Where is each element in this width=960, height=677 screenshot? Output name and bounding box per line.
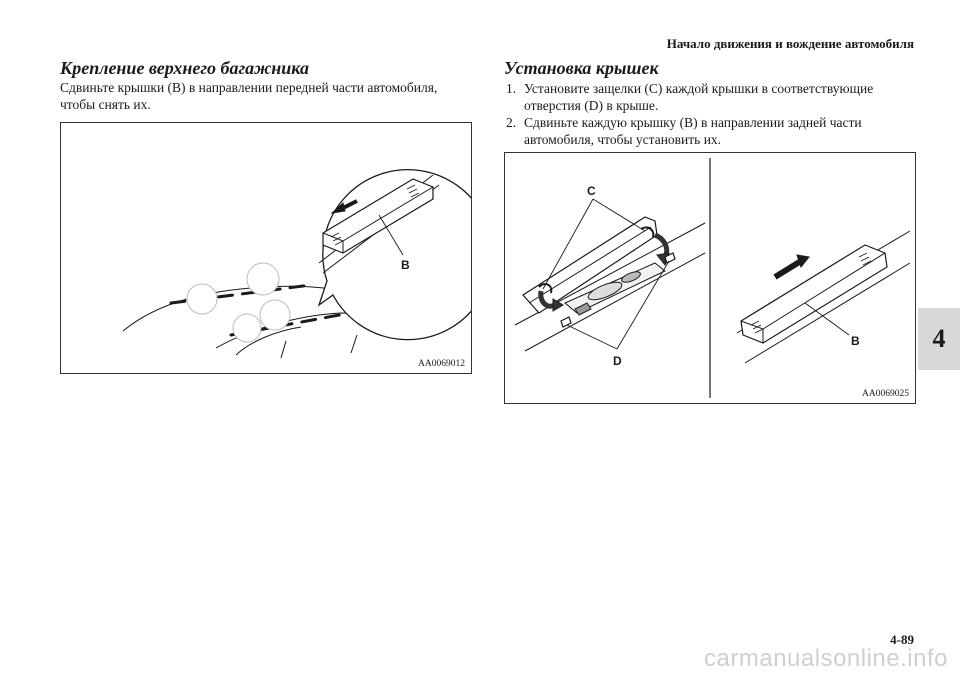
list-item <box>504 114 924 148</box>
step-text: Установите защелки (C) каждой крышки в соответствующие <box>524 81 874 96</box>
step-text: автомобиля, чтобы установить их. <box>524 132 722 147</box>
figure-code: AA0069025 <box>862 389 909 399</box>
figure-code: AA0069012 <box>418 359 465 369</box>
illustration-install-covers <box>505 153 915 403</box>
step-number: 2. <box>506 115 517 130</box>
install-steps-list <box>504 80 924 148</box>
figure-label-c: C <box>587 184 596 198</box>
figure-install-covers <box>504 152 916 404</box>
figure-label-d: D <box>613 354 622 368</box>
section-title-roof-rack: Крепление верхнего багажника <box>60 58 309 78</box>
figure-remove-covers <box>60 122 472 374</box>
step-text: Сдвиньте каждую крышку (B) в направлении задней части <box>524 115 862 130</box>
illustration-car-roof-rack <box>61 123 471 373</box>
step-number: 1. <box>506 81 517 96</box>
figure-label-b: B <box>401 258 410 272</box>
watermark: carmanualsonline.info <box>704 645 948 672</box>
chapter-tab: 4 <box>918 308 960 370</box>
list-item <box>504 80 924 114</box>
page-number: 4-89 <box>890 632 914 647</box>
section-text-remove-covers <box>60 79 437 113</box>
step-text: отверстия (D) в крыше. <box>524 98 659 113</box>
text-line: чтобы снять их. <box>60 97 151 112</box>
header-title: Начало движения и вождение автомобиля <box>666 36 914 51</box>
figure-label-b: B <box>851 334 860 348</box>
text-line: Сдвиньте крышки (B) в направлении передней части автомобиля, <box>60 80 438 95</box>
section-title-install-covers: Установка крышек <box>504 58 659 78</box>
